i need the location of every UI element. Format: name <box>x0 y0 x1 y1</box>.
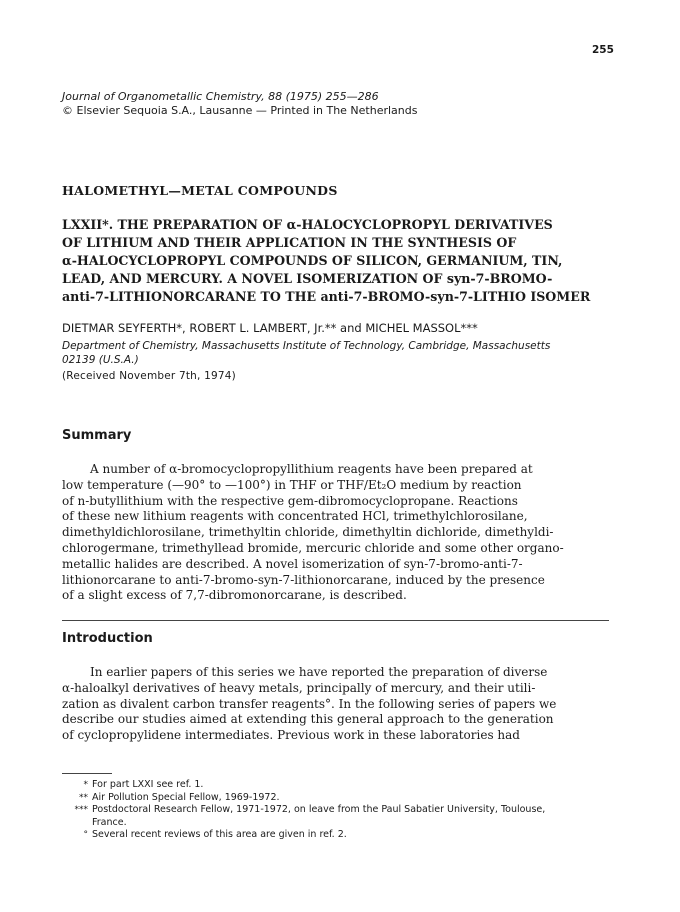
footnote <box>62 779 545 792</box>
intro-line: α-haloalkyl derivatives of heavy metals, principally of mercury, and their utili- <box>62 680 536 695</box>
title-line: OF LITHIUM AND THEIR APPLICATION IN THE SYNTHESIS OF <box>62 235 517 250</box>
footnote-mark: *** <box>74 805 88 816</box>
summary-paragraph <box>62 462 618 604</box>
title-line: LXXII*. THE PREPARATION OF α-HALOCYCLOPROPYL DERIVATIVES <box>62 217 553 232</box>
copyright-line: © Elsevier Sequoia S.A., Lausanne — Printed in The Netherlands <box>62 104 418 117</box>
footnote-text: Postdoctoral Research Fellow, 1971-1972, on leave from the Paul Sabatier University, Toulouse, <box>92 804 546 816</box>
footnote-text: For part LXXI see ref. 1. <box>92 779 204 790</box>
footnote <box>62 792 545 805</box>
summary-line: lithionorcarane to anti-7-bromo-syn-7-lithionorcarane, induced by the presence <box>62 572 545 587</box>
author-list: DIETMAR SEYFERTH*, ROBERT L. LAMBERT, Jr.** and MICHEL MASSOL*** <box>62 321 478 335</box>
title-line: anti-7-LITHIONORCARANE TO THE anti-7-BROMO-syn-7-LITHIO ISOMER <box>62 289 591 304</box>
footnote-text: Several recent reviews of this area are given in ref. 2. <box>92 829 347 841</box>
introduction-heading: Introduction <box>62 631 153 646</box>
series-title: HALOMETHYL—METAL COMPOUNDS <box>62 183 338 198</box>
article-title <box>62 216 618 306</box>
intro-line: of cyclopropylidene intermediates. Previous work in these laboratories had <box>62 728 520 743</box>
page-number: 255 <box>592 44 614 56</box>
footnote <box>62 829 545 842</box>
affiliation <box>62 339 550 367</box>
summary-line: metallic halides are described. A novel isomerization of syn-7-bromo-anti-7- <box>62 556 523 571</box>
footnote-text: Air Pollution Special Fellow, 1969-1972. <box>92 791 280 803</box>
summary-line: A number of α-bromocyclopropyllithium reagents have been prepared at <box>90 462 533 476</box>
summary-line: of a slight excess of 7,7-dibromonorcarane, is described. <box>62 588 407 603</box>
footnote-mark: ° <box>83 830 88 841</box>
summary-line: chlorogermane, trimethyllead bromide, mercuric chloride and some other organo- <box>62 540 564 555</box>
footnotes <box>62 779 545 842</box>
section-divider <box>62 620 609 621</box>
received-date: (Received November 7th, 1974) <box>62 370 236 382</box>
intro-line: In earlier papers of this series we have reported the preparation of diverse <box>90 665 548 679</box>
affiliation-line: 02139 (U.S.A.) <box>62 354 139 366</box>
intro-line: zation as divalent carbon transfer reagents°. In the following series of papers we <box>62 696 557 711</box>
title-line: LEAD, AND MERCURY. A NOVEL ISOMERIZATION OF syn-7-BROMO- <box>62 271 553 286</box>
summary-line: of these new lithium reagents with concentrated HCl, trimethylchlorosilane, <box>62 509 528 524</box>
summary-line: low temperature (—90° to —100°) in THF or THF/Et₂O medium by reaction <box>62 477 522 492</box>
title-line: α-HALOCYCLOPROPYL COMPOUNDS OF SILICON, GERMANIUM, TIN, <box>62 253 563 268</box>
footnote <box>62 804 545 817</box>
introduction-paragraph <box>62 665 618 744</box>
footnote-mark: * <box>83 780 88 790</box>
summary-heading: Summary <box>62 428 132 443</box>
affiliation-line: Department of Chemistry, Massachusetts Institute of Technology, Cambridge, Massachusetts <box>62 340 551 352</box>
journal-citation-line: Journal of Organometallic Chemistry, 88 (1975) 255—286 <box>62 90 379 103</box>
summary-line: of n-butyllithium with the respective gem-dibromocyclopropane. Reactions <box>62 493 518 508</box>
footnote-continuation <box>62 817 545 830</box>
footnote-mark: ** <box>79 792 88 803</box>
summary-line: dimethyldichlorosilane, trimethyltin chloride, dimethyltin dichloride, dimethyldi- <box>62 525 554 540</box>
footnote-text: France. <box>92 816 127 828</box>
intro-line: describe our studies aimed at extending this general approach to the generation <box>62 712 554 727</box>
footnote-rule <box>62 773 112 774</box>
journal-citation <box>62 90 417 118</box>
